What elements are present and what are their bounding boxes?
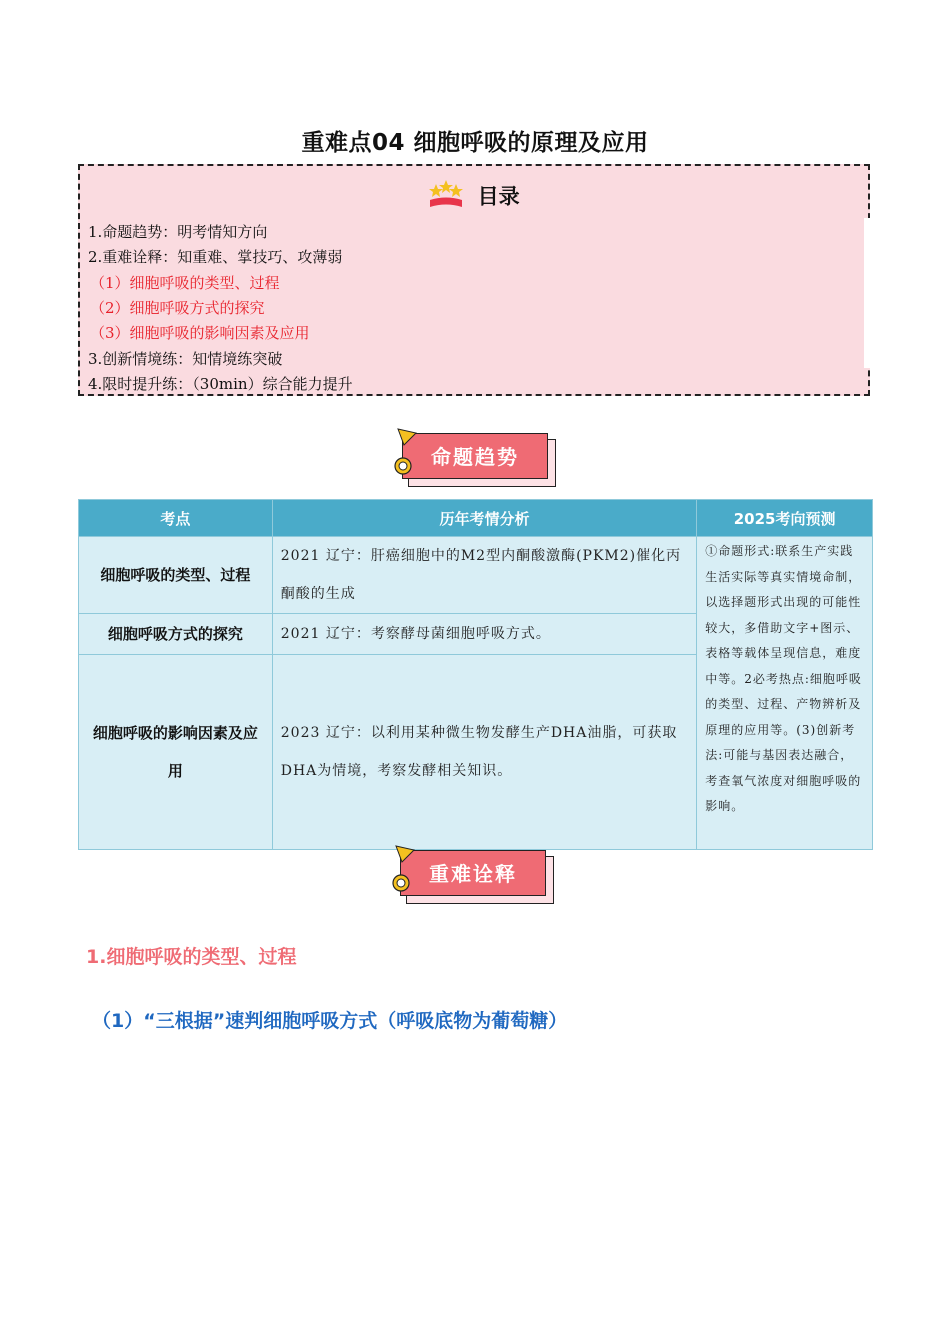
toc-item-2-2[interactable]: （2）细胞呼吸方式的探究 — [90, 299, 265, 317]
section-heading: 1.细胞呼吸的类型、过程 — [86, 946, 297, 968]
header-prediction: 2025考向预测 — [697, 500, 873, 537]
row-history: 2021 辽宁：考察酵母菌细胞呼吸方式。 — [272, 614, 696, 655]
explain-banner-label: 重难诠释 — [400, 850, 546, 896]
table-header-row — [79, 500, 873, 537]
row-point: 细胞呼吸的类型、过程 — [79, 537, 273, 614]
trend-table — [78, 499, 873, 850]
toc-item-3[interactable]: 3.创新情境练：知情境练突破 — [88, 350, 283, 368]
toc-heading-text: 目录 — [477, 184, 520, 209]
crown-icon — [428, 180, 464, 215]
toc-item-2-3[interactable]: （3）细胞呼吸的影响因素及应用 — [90, 324, 310, 342]
header-point: 考点 — [79, 500, 273, 537]
toc-item-2[interactable]: 2.重难诠释：知重难、掌技巧、攻薄弱 — [88, 248, 343, 266]
toc-item-1[interactable]: 1.命题趋势：明考情知方向 — [88, 223, 268, 241]
table-of-contents — [78, 164, 870, 396]
ring-icon — [390, 872, 412, 894]
row-point: 细胞呼吸的影响因素及应用 — [79, 655, 273, 850]
toc-item-4[interactable]: 4.限时提升练：（30min）综合能力提升 — [88, 375, 353, 393]
row-history: 2023 辽宁：以利用某种微生物发酵生产DHA油脂，可获取DHA为情境，考察发酵相关知识。 — [272, 655, 696, 850]
flag-icon — [394, 844, 416, 866]
row-point: 细胞呼吸方式的探究 — [79, 614, 273, 655]
page-title: 重难点04 细胞呼吸的原理及应用 — [301, 130, 649, 156]
subsection-heading: （1）“三根据”速判细胞呼吸方式（呼吸底物为葡萄糖） — [92, 1010, 568, 1032]
toc-heading — [80, 180, 868, 215]
toc-item-2-1[interactable]: （1）细胞呼吸的类型、过程 — [90, 274, 280, 292]
ring-icon — [392, 455, 414, 477]
flag-icon — [396, 427, 418, 449]
prediction-cell: ①命题形式:联系生产实践生活实际等真实情境命制，以选择题形式出现的可能性较大，多借助文字+图示、表格等载体呈现信息，难度中等。2必考热点:细胞呼吸的类型、过程、产物辨析及原理的应用等。(3)创新考法:可能与基因表达融合，考查氧气浓度对细胞呼吸的影响。 — [697, 537, 873, 850]
row-history: 2021 辽宁：肝癌细胞中的M2型内酮酸激酶(PKM2)催化丙酮酸的生成 — [272, 537, 696, 614]
table-row — [79, 537, 873, 614]
toc-edge-strip — [864, 218, 870, 368]
header-history: 历年考情分析 — [272, 500, 696, 537]
trend-banner-label: 命题趋势 — [402, 433, 548, 479]
